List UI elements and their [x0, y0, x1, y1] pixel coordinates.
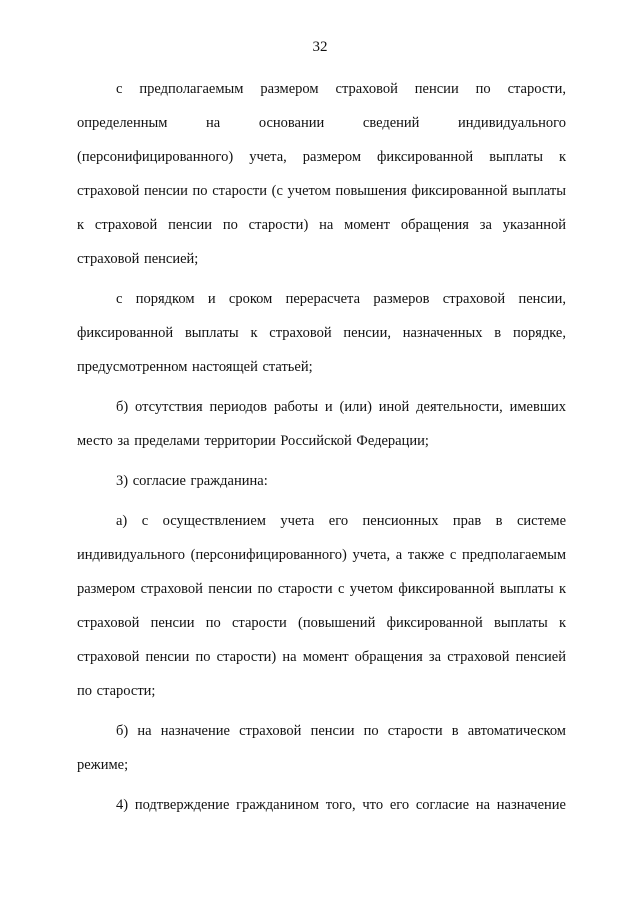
document-body: [77, 72, 566, 828]
paragraph: б) отсутствия периодов работы и (или) иной деятельности, имевших место за пределами территории Российской Федерации;: [77, 399, 566, 449]
paragraph: а) с осуществлением учета его пенсионных прав в системе индивидуального (персонифицированного) учета, а также с предполагаемым размером страховой пенсии по старости с учетом фиксированной выплаты к страховой пенсии по старости (повышений фиксированной выплаты к страховой пенсии по старости) на момент обращения за страховой пенсией по старости;: [77, 513, 566, 699]
page-number: 32: [312, 39, 328, 55]
paragraph: с предполагаемым размером страховой пенсии по старости, определенным на основании сведений индивидуального (персонифицированного) учета, размером фиксированной выплаты к страховой пенсии по старости (с учетом повышения фиксированной выплаты к страховой пенсии по старости) на момент обращения за указанной страховой пенсией;: [77, 81, 566, 267]
paragraph: 3) согласие гражданина:: [116, 473, 268, 489]
paragraph: с порядком и сроком перерасчета размеров страховой пенсии, фиксированной выплаты к страховой пенсии, назначенных в порядке, предусмотренном настоящей статьей;: [77, 291, 566, 375]
paragraph: 4) подтверждение гражданином того, что его согласие на назначение: [116, 797, 566, 813]
paragraph: б) на назначение страховой пенсии по старости в автоматическом режиме;: [77, 723, 566, 773]
